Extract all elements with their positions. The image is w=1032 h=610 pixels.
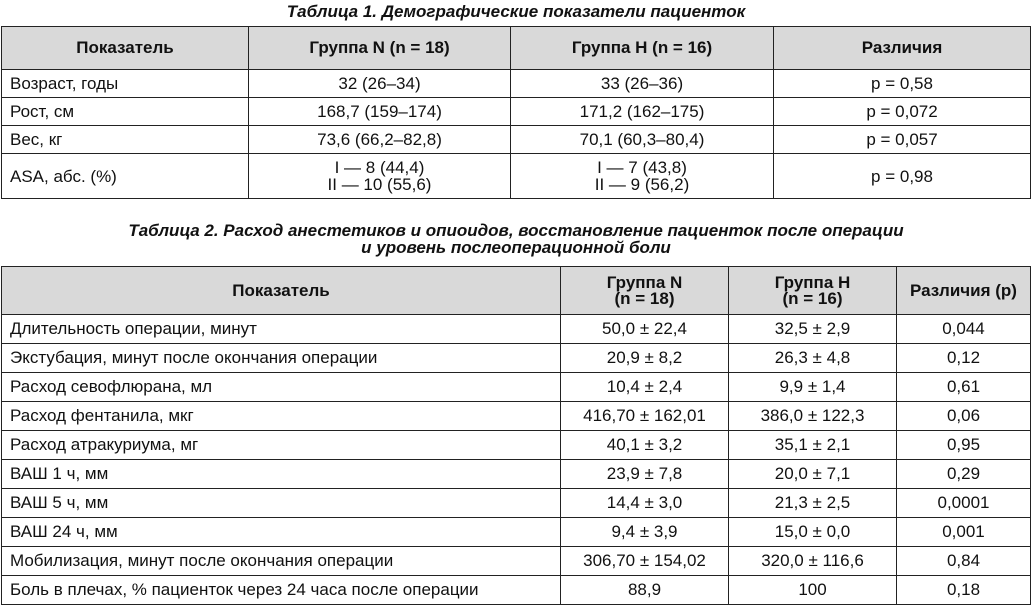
- group-n-value: 168,7 (159–174): [249, 98, 511, 126]
- group-n-value: 88,9: [561, 576, 729, 605]
- row-label: Расход севофлюрана, мл: [2, 373, 561, 402]
- table-row: [2, 431, 1031, 460]
- p-value: 0,84: [897, 547, 1031, 576]
- table2-header-group-n: [561, 267, 729, 315]
- group-n-value: 14,4 ± 3,0: [561, 489, 729, 518]
- table1-header-group-n: Группа N (n = 18): [249, 27, 511, 70]
- p-value: 0,044: [897, 315, 1031, 344]
- group-n-value: 20,9 ± 8,2: [561, 344, 729, 373]
- p-value: 0,95: [897, 431, 1031, 460]
- table-row: [2, 344, 1031, 373]
- p-value: 0,0001: [897, 489, 1031, 518]
- table1-header-group-h: Группа H (n = 16): [511, 27, 774, 70]
- group-h-value: 70,1 (60,3–80,4): [511, 126, 774, 154]
- group-h-value: 32,5 ± 2,9: [729, 315, 897, 344]
- row-label: Расход фентанила, мкг: [2, 402, 561, 431]
- group-n-value: 50,0 ± 22,4: [561, 315, 729, 344]
- header-group-n-line1: Группа N: [606, 272, 683, 292]
- group-h-value: 21,3 ± 2,5: [729, 489, 897, 518]
- demographics-table: [1, 26, 1031, 199]
- group-n-value: 9,4 ± 3,9: [561, 518, 729, 547]
- row-label: Расход атракуриума, мг: [2, 431, 561, 460]
- difference-value: p = 0,98: [774, 154, 1031, 199]
- table2-header-row: [2, 267, 1031, 315]
- table-row: [2, 126, 1031, 154]
- group-h-value: 35,1 ± 2,1: [729, 431, 897, 460]
- group-h-value: 20,0 ± 7,1: [729, 460, 897, 489]
- difference-value: p = 0,58: [774, 70, 1031, 98]
- group-h-asa: [511, 154, 774, 199]
- header-group-n-line2: (n = 18): [614, 288, 675, 308]
- group-n-value: 23,9 ± 7,8: [561, 460, 729, 489]
- table2-caption-line1: Таблица 2. Расход анестетиков и опиоидов, восстановление пациенток после операции: [128, 221, 904, 240]
- table2-caption-line2: и уровень послеоперационной боли: [361, 238, 671, 257]
- table-row: [2, 98, 1031, 126]
- row-label: Мобилизация, минут после окончания операции: [2, 547, 561, 576]
- table-row: [2, 547, 1031, 576]
- group-n-value: 32 (26–34): [249, 70, 511, 98]
- asa-class-1-n: I — 8 (44,4): [334, 158, 425, 177]
- group-h-value: 33 (26–36): [511, 70, 774, 98]
- row-label: ВАШ 24 ч, мм: [2, 518, 561, 547]
- asa-class-2-n: II — 10 (55,6): [327, 175, 432, 194]
- table-row: [2, 489, 1031, 518]
- p-value: 0,18: [897, 576, 1031, 605]
- row-label: ВАШ 1 ч, мм: [2, 460, 561, 489]
- p-value: 0,001: [897, 518, 1031, 547]
- group-h-value: 320,0 ± 116,6: [729, 547, 897, 576]
- p-value: 0,12: [897, 344, 1031, 373]
- group-n-value: 10,4 ± 2,4: [561, 373, 729, 402]
- group-n-asa: [249, 154, 511, 199]
- group-h-value: 100: [729, 576, 897, 605]
- table1-header-indicator: Показатель: [2, 27, 249, 70]
- group-h-value: 9,9 ± 1,4: [729, 373, 897, 402]
- group-n-value: 40,1 ± 3,2: [561, 431, 729, 460]
- p-value: 0,61: [897, 373, 1031, 402]
- row-label: Возраст, годы: [2, 70, 249, 98]
- table1-header-difference: Различия: [774, 27, 1031, 70]
- table2-header-indicator: Показатель: [2, 267, 561, 315]
- p-value: 0,06: [897, 402, 1031, 431]
- table-row: [2, 576, 1031, 605]
- table-row: [2, 373, 1031, 402]
- difference-value: p = 0,057: [774, 126, 1031, 154]
- row-label: Рост, см: [2, 98, 249, 126]
- table-row: [2, 70, 1031, 98]
- p-value: 0,29: [897, 460, 1031, 489]
- table-row: [2, 518, 1031, 547]
- group-h-value: 386,0 ± 122,3: [729, 402, 897, 431]
- group-h-value: 171,2 (162–175): [511, 98, 774, 126]
- table2-header-group-h: [729, 267, 897, 315]
- row-label: Вес, кг: [2, 126, 249, 154]
- group-n-value: 416,70 ± 162,01: [561, 402, 729, 431]
- table1-header-row: [2, 27, 1031, 70]
- table-row: [2, 315, 1031, 344]
- anesthesia-table: [1, 266, 1031, 605]
- table2-header-difference: Различия (p): [897, 267, 1031, 315]
- group-h-value: 15,0 ± 0,0: [729, 518, 897, 547]
- header-group-h-line2: (n = 16): [782, 288, 843, 308]
- table1-caption: Таблица 1. Демографические показатели пациенток: [286, 2, 746, 21]
- row-label: ВАШ 5 ч, мм: [2, 489, 561, 518]
- table-row-asa: [2, 154, 1031, 199]
- table2-caption: [0, 222, 1032, 256]
- asa-class-1-h: I — 7 (43,8): [597, 158, 687, 177]
- group-n-value: 306,70 ± 154,02: [561, 547, 729, 576]
- asa-class-2-h: II — 9 (56,2): [594, 175, 690, 194]
- difference-value: p = 0,072: [774, 98, 1031, 126]
- header-group-h-line1: Группа H: [774, 272, 851, 292]
- table-row: [2, 402, 1031, 431]
- row-label: Длительность операции, минут: [2, 315, 561, 344]
- row-label: Экстубация, минут после окончания операции: [2, 344, 561, 373]
- row-label: ASA, абс. (%): [2, 154, 249, 199]
- row-label: Боль в плечах, % пациенток через 24 часа после операции: [2, 576, 561, 605]
- group-h-value: 26,3 ± 4,8: [729, 344, 897, 373]
- table-row: [2, 460, 1031, 489]
- group-n-value: 73,6 (66,2–82,8): [249, 126, 511, 154]
